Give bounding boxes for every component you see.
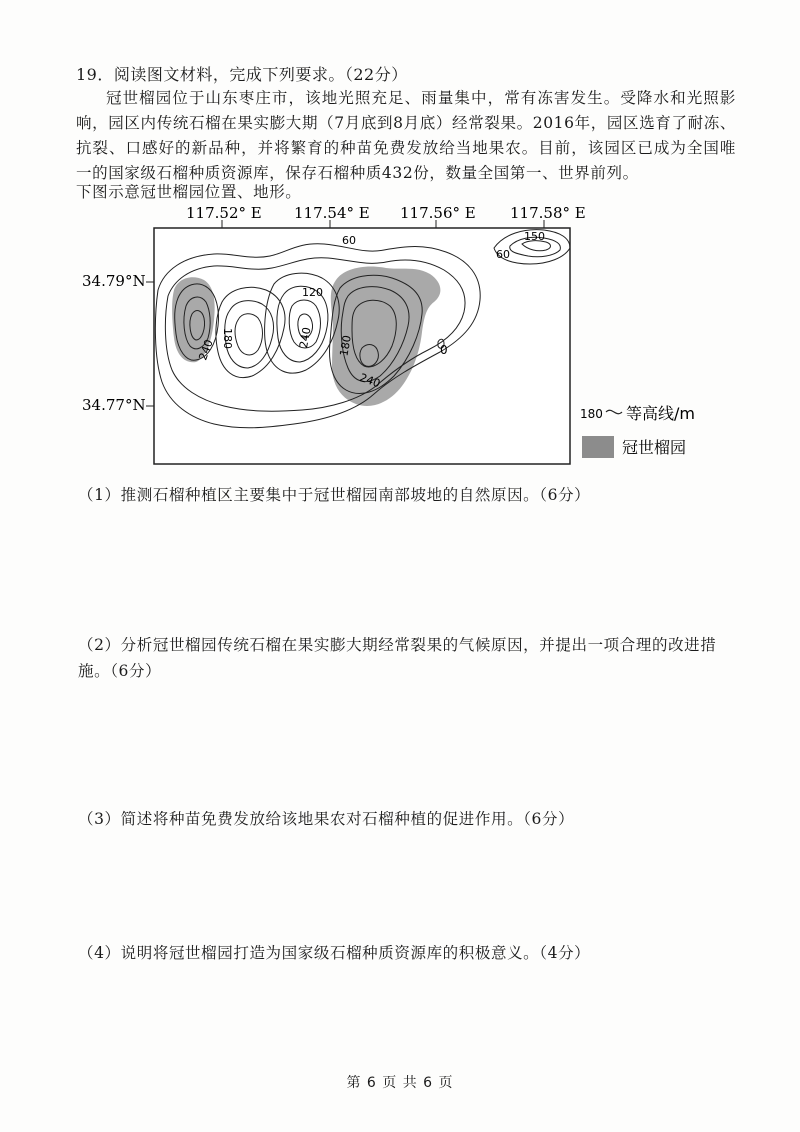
- contour-label-120: 120: [302, 286, 323, 299]
- subquestion-2: （2）分析冠世榴园传统石榴在果实膨大期经常裂果的气候原因，并提出一项合理的改进措施。（6分）: [78, 636, 717, 680]
- legend-orchard-swatch: [582, 436, 614, 458]
- subquestion-3: （3）简述将种苗免费发放给该地果农对石榴种植的促进作用。（6分）: [78, 810, 575, 828]
- question-paragraph: 冠世榴园位于山东枣庄市，该地光照充足、雨量集中，常有冻害发生。受降水和光照影响，园区内传统石榴在果实膨大期（7月底到8月底）经常裂果。2016年，园区选育了耐冻、抗裂、口感好的新品种，并将繁育的种苗免费发放给当地果农。目前，该园区已成为全国唯一的国家级石榴种质资源库，保存石榴种质432份，数量全国第一、世界前列。: [76, 89, 736, 182]
- figure-caption: 下图示意冠世榴园位置、地形。: [76, 183, 302, 201]
- legend-contour-sample: 180: [580, 407, 603, 421]
- contour-label-240-center: 240: [297, 326, 314, 350]
- lon-label-4: 117.58° E: [510, 204, 586, 222]
- page-footer: 第 6 页 共 6 页: [346, 1075, 454, 1091]
- contour-label-240-east: 240: [357, 370, 383, 391]
- contour-label-180-east: 180: [337, 334, 354, 358]
- contour-label-150: 150: [524, 230, 545, 243]
- subquestion-4: （4）说明将冠世榴园打造为国家级石榴种质资源库的积极意义。（4分）: [78, 944, 591, 962]
- lon-label-1: 117.52° E: [186, 204, 262, 222]
- lon-label-2: 117.54° E: [294, 204, 370, 222]
- contour-label-180-west: 180: [221, 328, 234, 349]
- contour-label-240-west: 240: [196, 337, 216, 363]
- contour-label-0: 0: [440, 343, 448, 357]
- legend-contour-label: 等高线/m: [626, 404, 695, 423]
- subquestion-1: （1）推测石榴种植区主要集中于冠世榴园南部坡地的自然原因。（6分）: [78, 486, 591, 504]
- lat-label-2: 34.77°N: [82, 396, 146, 414]
- question-title: 19．阅读图文材料，完成下列要求。（22分）: [76, 65, 408, 84]
- legend-orchard-label: 冠世榴园: [622, 438, 687, 457]
- map-legend: [580, 404, 695, 458]
- terrain-map: [74, 198, 704, 470]
- lat-label-1: 34.79°N: [82, 272, 146, 290]
- lon-label-3: 117.56° E: [400, 204, 476, 222]
- contour-label-60-top: 60: [342, 234, 356, 247]
- contour-label-60-ne: 60: [496, 248, 510, 261]
